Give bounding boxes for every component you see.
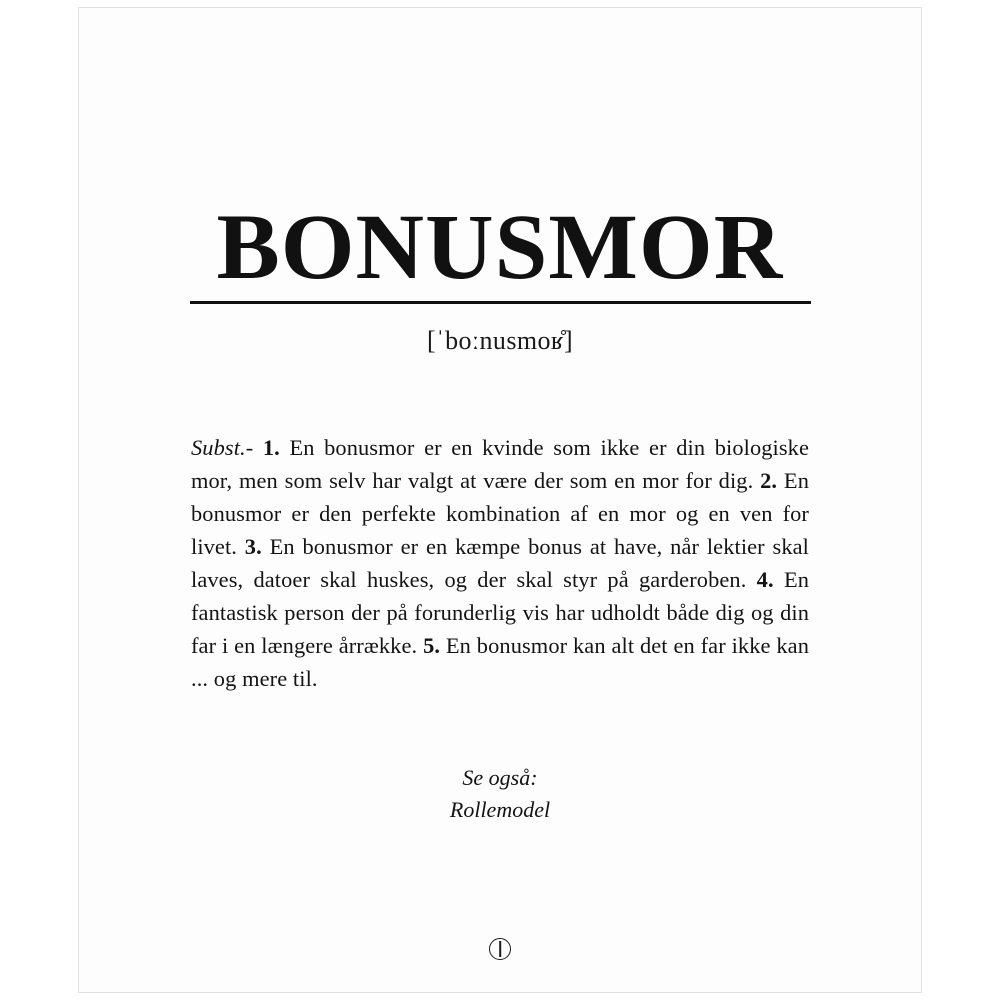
- entry-number-5: 5.: [423, 632, 441, 658]
- entry-text-1: En bonusmor er en kvinde som ikke er din biologiske mor, men som selv har valgt at være der som en mor for dig.: [191, 435, 809, 494]
- poster-card: [78, 7, 922, 993]
- entry-number-2: 2.: [760, 468, 778, 494]
- entry-text-3: En bonusmor er en kæmpe bonus at have, når lektier skal laves, datoer skal huskes, og der skal styr på garderoben.: [191, 534, 810, 593]
- see-also-label: Se også:: [462, 764, 538, 790]
- title-block: [79, 196, 921, 304]
- entry-number-4: 4.: [756, 567, 774, 593]
- entry-text-2: En bonusmor er den perfekte kombination af en mor og en ven for livet.: [191, 468, 809, 560]
- see-also-block: [450, 762, 550, 826]
- part-of-speech: Subst.: [191, 435, 246, 461]
- entry-text-4: En fantastisk person der på forunderlig vis har udholdt både dig og din far i en længere årrække.: [191, 567, 810, 658]
- definition-separator: -: [245, 435, 254, 461]
- brand-mark-icon: [489, 938, 511, 960]
- pronunciation-text: [ˈboːnusmoʁ̊]: [426, 326, 574, 356]
- entry-number-1: 1.: [262, 435, 280, 461]
- definition-body: [191, 432, 809, 695]
- brand-mark-bar: [499, 941, 501, 957]
- title-divider: [190, 301, 811, 304]
- see-also-value: Rollemodel: [449, 796, 551, 822]
- entry-text-5: En bonusmor kan alt det en far ikke kan ... og mere til.: [191, 632, 810, 691]
- page-title: BONUSMOR: [216, 196, 784, 299]
- entry-number-3: 3.: [244, 534, 262, 560]
